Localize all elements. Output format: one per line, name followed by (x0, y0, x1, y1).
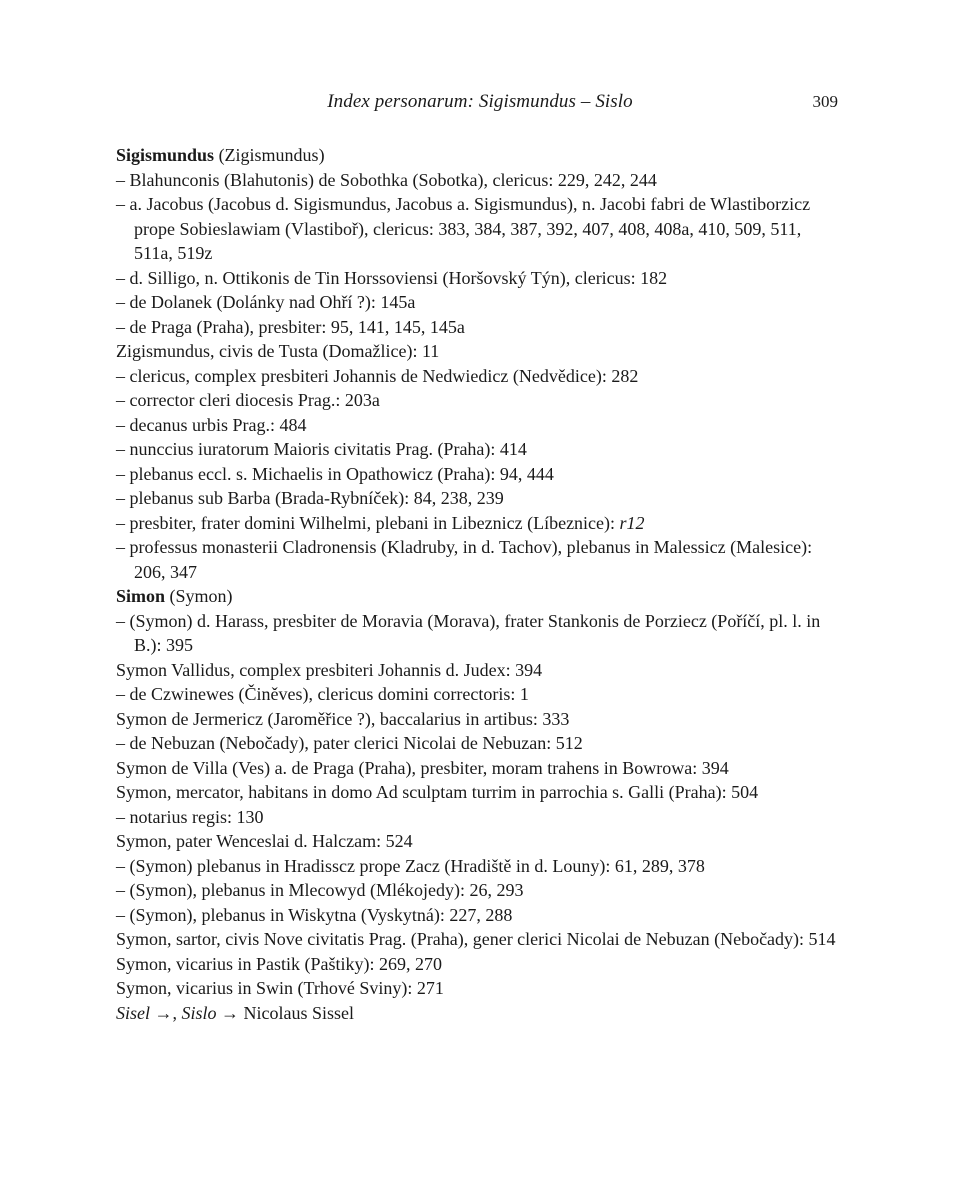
entry-text: Symon, pater Wenceslai d. Halczam: 524 (116, 831, 413, 851)
index-entries (116, 143, 836, 1025)
entry-text: Symon, vicarius in Pastik (Paštiky): 269, 270 (116, 953, 442, 974)
index-entry (116, 315, 836, 340)
entry-text: – decanus urbis Prag.: 484 (116, 414, 307, 435)
entry-text: – Blahunconis (Blahutonis) de Sobothka (Sobotka), clericus: 229, 242, 244 (116, 169, 657, 190)
index-entry (116, 486, 836, 511)
entry-text: Zigismundus, civis de Tusta (Domažlice): 11 (116, 341, 440, 361)
entry-text: – presbiter, frater domini Wilhelmi, plebani in Libeznicz (Líbeznice): (116, 512, 620, 533)
xref-term: Sisel (116, 1002, 150, 1023)
entry-text: – de Praga (Praha), presbiter: 95, 141, 145, 145a (116, 316, 465, 337)
entry-text: – de Czwinewes (Činěves), clericus domini correctoris: 1 (116, 684, 529, 704)
index-entry (116, 927, 836, 952)
index-entry (116, 976, 836, 1001)
entry-reference-italic: r12 (619, 512, 645, 533)
entry-text: Symon Vallidus, complex presbiteri Johannis d. Judex: 394 (116, 659, 543, 680)
xref-arrow: →, (150, 1002, 182, 1023)
entry-text: – (Symon), plebanus in Mlecowyd (Mlékojedy): 26, 293 (116, 880, 524, 900)
index-entry (116, 413, 836, 438)
xref-term: Sislo (181, 1002, 217, 1023)
index-entry (116, 780, 836, 805)
entry-text: – clericus, complex presbiteri Johannis de Nedwiedicz (Nedvědice): 282 (116, 365, 639, 386)
entry-text: (Symon) (165, 586, 233, 606)
index-entry (116, 266, 836, 291)
xref-target: Nicolaus Sissel (243, 1002, 355, 1023)
index-entry (116, 462, 836, 487)
index-entry (116, 829, 836, 854)
entry-text: – plebanus sub Barba (Brada-Rybníček): 84, 238, 239 (116, 488, 504, 508)
index-entry (116, 731, 836, 756)
page-number: 309 (812, 92, 838, 111)
index-entry (116, 952, 836, 977)
entry-text: – corrector cleri diocesis Prag.: 203a (116, 390, 380, 410)
index-entry (116, 903, 836, 928)
index-entry (116, 168, 836, 193)
entry-text: (Zigismundus) (214, 145, 325, 165)
running-title: Index personarum: Sigismundus – Sislo (327, 91, 633, 112)
index-entry (116, 584, 836, 609)
index-entry (116, 192, 836, 266)
index-entry (116, 511, 836, 536)
index-entry (116, 756, 836, 781)
index-entry (116, 437, 836, 462)
index-entry (116, 609, 836, 658)
entry-text: – nunccius iuratorum Maioris civitatis Prag. (Praha): 414 (116, 439, 527, 459)
entry-text: – (Symon) d. Harass, presbiter de Moravia (Morava), frater Stankonis de Porziecz (Poříčí, pl. l. in B.): 395 (116, 610, 821, 655)
index-entry (116, 805, 836, 830)
page-header (0, 91, 960, 117)
entry-text: – (Symon) plebanus in Hradisscz prope Zacz (Hradiště in d. Louny): 61, 289, 378 (116, 855, 705, 876)
entry-headword: Sigismundus (116, 145, 215, 165)
index-entry (116, 682, 836, 707)
entry-text: Symon de Villa (Ves) a. de Praga (Praha), presbiter, moram trahens in Bowrowa: 394 (116, 757, 729, 778)
entry-text: Symon de Jermericz (Jaroměřice ?), baccalarius in artibus: 333 (116, 708, 570, 729)
index-entry (116, 658, 836, 683)
entry-text: – professus monasterii Cladronensis (Kladruby, in d. Tachov), plebanus in Malessicz (Malesice): 206, 347 (116, 537, 813, 582)
index-entry (116, 878, 836, 903)
index-entry (116, 388, 836, 413)
index-entry (116, 707, 836, 732)
entry-text: Symon, vicarius in Swin (Trhové Sviny): 271 (116, 978, 444, 998)
entry-text: – a. Jacobus (Jacobus d. Sigismundus, Jacobus a. Sigismundus), n. Jacobi fabri de Wlastiborzicz prope Sobieslawiam (Vlastiboř), clericus: 383, 384, 387, 392, 407, 408, 408a, 410, 509, 511, 511a, 519z (116, 194, 811, 263)
index-entry (116, 535, 836, 584)
index-entry (116, 143, 836, 168)
index-entry (116, 854, 836, 879)
entry-text: Symon, mercator, habitans in domo Ad sculptam turrim in parrochia s. Galli (Praha): 504 (116, 782, 759, 802)
entry-headword: Simon (116, 586, 166, 606)
index-entry (116, 339, 836, 364)
entry-text: – plebanus eccl. s. Michaelis in Opathowicz (Praha): 94, 444 (116, 463, 554, 484)
index-entry (116, 364, 836, 389)
xref-arrow: → (216, 1002, 244, 1023)
entry-text: Symon, sartor, civis Nove civitatis Prag. (Praha), gener clerici Nicolai de Nebuzan (Nebočady): 514 (116, 929, 836, 949)
index-entry (116, 1001, 836, 1026)
entry-text: – notarius regis: 130 (116, 806, 264, 827)
entry-text: – d. Silligo, n. Ottikonis de Tin Horssoviensi (Horšovský Týn), clericus: 182 (116, 267, 668, 288)
entry-text: – de Dolanek (Dolánky nad Ohří ?): 145a (116, 292, 416, 312)
index-entry (116, 290, 836, 315)
entry-text: – de Nebuzan (Nebočady), pater clerici Nicolai de Nebuzan: 512 (116, 733, 583, 753)
entry-text: – (Symon), plebanus in Wiskytna (Vyskytná): 227, 288 (116, 904, 513, 925)
